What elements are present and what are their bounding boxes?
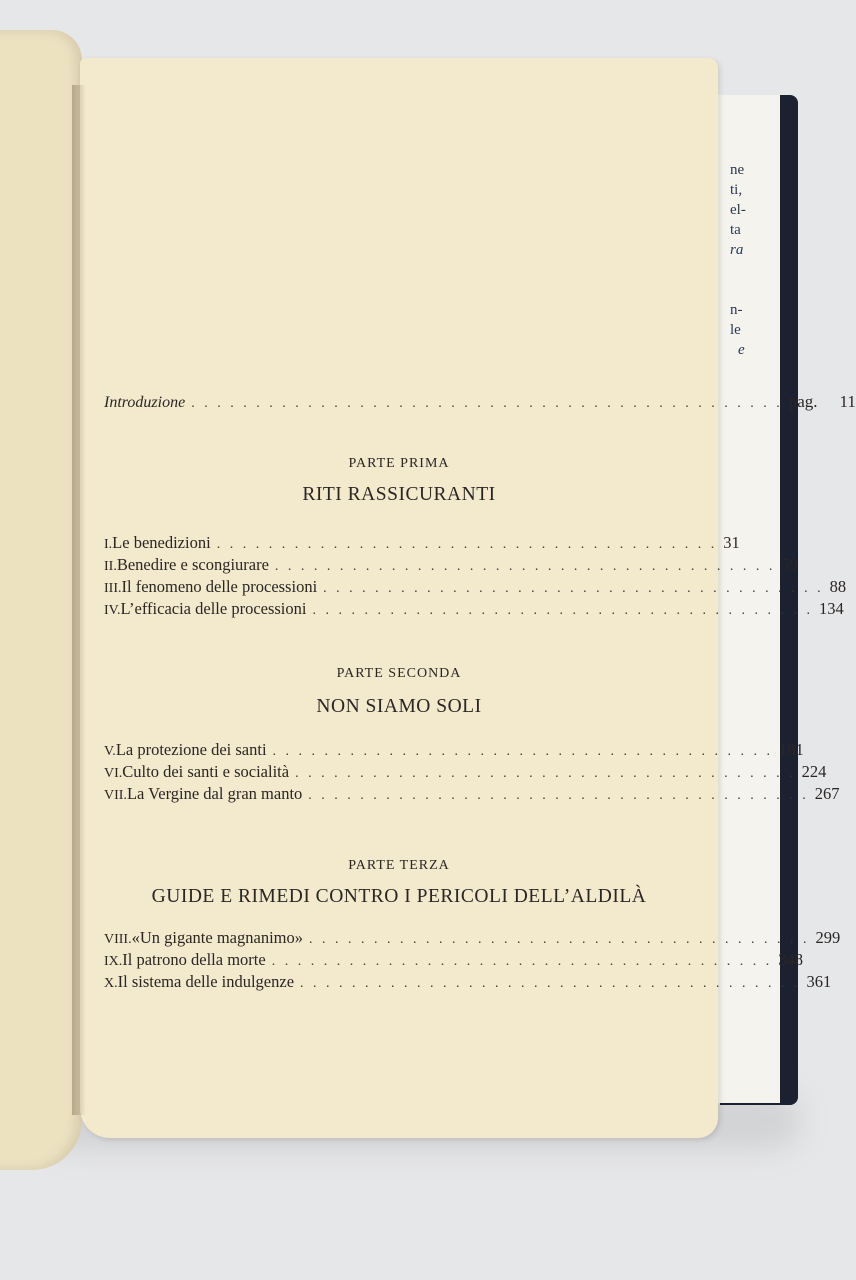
leader-dots: . . . . . . . . . . . . . . . . . . . . . . . . . . . . . . . . . . . . . . . — [216, 537, 718, 552]
leader-dots: . . . . . . . . . . . . . . . . . . . . . . . . . . . . . . . . . . . . . . . — [272, 744, 774, 759]
chapter-number: VII. — [104, 788, 127, 803]
flap-line: ne — [730, 162, 745, 178]
chapter-title: Culto dei santi e socialità — [122, 762, 290, 781]
chapter-title: Il patrono della morte — [122, 950, 266, 969]
flap-line: ta — [730, 222, 741, 238]
chapter-page-number: 361 — [806, 972, 832, 991]
dust-jacket-flap-text — [730, 160, 770, 360]
flap-line: le — [730, 322, 741, 338]
part-title: RITI RASSICURANTI — [302, 484, 496, 505]
flap-line: ra — [730, 242, 744, 258]
chapter-number: IX. — [104, 954, 123, 969]
chapter-page-number: 88 — [829, 577, 847, 596]
chapter-list — [104, 740, 840, 806]
leader-dots: . . . . . . . . . . . . . . . . . . . . . . . . . . . . . . . . . . . . . . . — [309, 932, 810, 947]
chapter-page-number: 348 — [778, 950, 803, 969]
chapter-list — [104, 533, 847, 621]
chapter-page-number: 181 — [779, 740, 804, 759]
chapter-number: V. — [104, 744, 116, 759]
chapter-number: VI. — [104, 766, 123, 781]
leader-dots: . . . . . . . . . . . . . . . . . . . . . . . . . . . . . . . . . . . . . . . . . . . . . . — [191, 396, 783, 411]
leader-dots: . . . . . . . . . . . . . . . . . . . . . . . . . . . . . . . . . . . . . . . — [308, 788, 809, 803]
chapter-title: L’efficacia delle processioni — [120, 599, 307, 618]
chapter-row — [104, 972, 832, 994]
leader-dots: . . . . . . . . . . . . . . . . . . . . . . . . . . . . . . . . . . . . . . . — [312, 603, 813, 618]
flap-line: n- — [730, 302, 743, 318]
chapter-number: II. — [104, 559, 117, 574]
chapter-page-number: 267 — [814, 784, 840, 803]
chapter-number: I. — [104, 537, 113, 552]
chapter-row — [104, 599, 844, 621]
book-gutter — [72, 85, 86, 1115]
part-title: GUIDE E RIMEDI CONTRO I PERICOLI DELL’ALDILÀ — [151, 886, 647, 907]
intro-title: Introduzione — [104, 394, 186, 411]
intro-page-number: 11 — [839, 392, 856, 411]
flap-line: ti, — [730, 182, 743, 198]
intro-pag-label: pag. — [788, 392, 818, 411]
chapter-row — [104, 784, 840, 806]
chapter-row — [104, 577, 847, 599]
chapter-list — [104, 928, 841, 994]
chapter-number: VIII. — [104, 932, 132, 947]
leader-dots: . . . . . . . . . . . . . . . . . . . . . . . . . . . . . . . . . . . . . . . — [271, 954, 773, 969]
chapter-title: La protezione dei santi — [115, 740, 267, 759]
part-label: PARTE SECONDA — [336, 666, 462, 681]
leader-dots: . . . . . . . . . . . . . . . . . . . . . . . . . . . . . . . . . . . . . . . — [295, 766, 796, 781]
chapter-row — [104, 740, 804, 762]
chapter-row — [104, 762, 827, 784]
chapter-page-number: 299 — [815, 928, 841, 947]
flap-line — [730, 260, 770, 300]
flap-line: e — [738, 342, 745, 358]
chapter-page-number: 31 — [723, 533, 740, 552]
part-label: PARTE TERZA — [348, 858, 450, 873]
chapter-title: Il fenomeno delle processioni — [121, 577, 318, 596]
leader-dots: . . . . . . . . . . . . . . . . . . . . . . . . . . . . . . . . . . . . . . . — [274, 559, 776, 574]
chapter-row — [104, 950, 803, 972]
chapter-page-number: 59 — [781, 555, 798, 574]
left-page-edge — [0, 30, 82, 1170]
chapter-title: Benedire e scongiurare — [116, 555, 269, 574]
chapter-page-number: 224 — [801, 762, 827, 781]
chapter-title: Le benedizioni — [112, 533, 211, 552]
chapter-page-number: 134 — [818, 599, 844, 618]
chapter-number: IV. — [104, 603, 121, 618]
chapter-row — [104, 555, 798, 577]
part-label: PARTE PRIMA — [348, 456, 450, 471]
leader-dots: . . . . . . . . . . . . . . . . . . . . . . . . . . . . . . . . . . . . . . . — [300, 976, 801, 991]
part-title: NON SIAMO SOLI — [316, 696, 482, 717]
chapter-row — [104, 928, 841, 950]
flap-line: el- — [730, 202, 746, 218]
chapter-title: Il sistema delle indulgenze — [117, 972, 295, 991]
leader-dots: . . . . . . . . . . . . . . . . . . . . . . . . . . . . . . . . . . . . . . . — [323, 581, 824, 596]
chapter-title: La Vergine dal gran manto — [126, 784, 303, 803]
chapter-row — [104, 533, 740, 555]
chapter-number: III. — [104, 581, 122, 596]
toc-intro-row — [104, 392, 856, 416]
chapter-number: X. — [104, 976, 118, 991]
chapter-title: «Un gigante magnanimo» — [131, 928, 303, 947]
